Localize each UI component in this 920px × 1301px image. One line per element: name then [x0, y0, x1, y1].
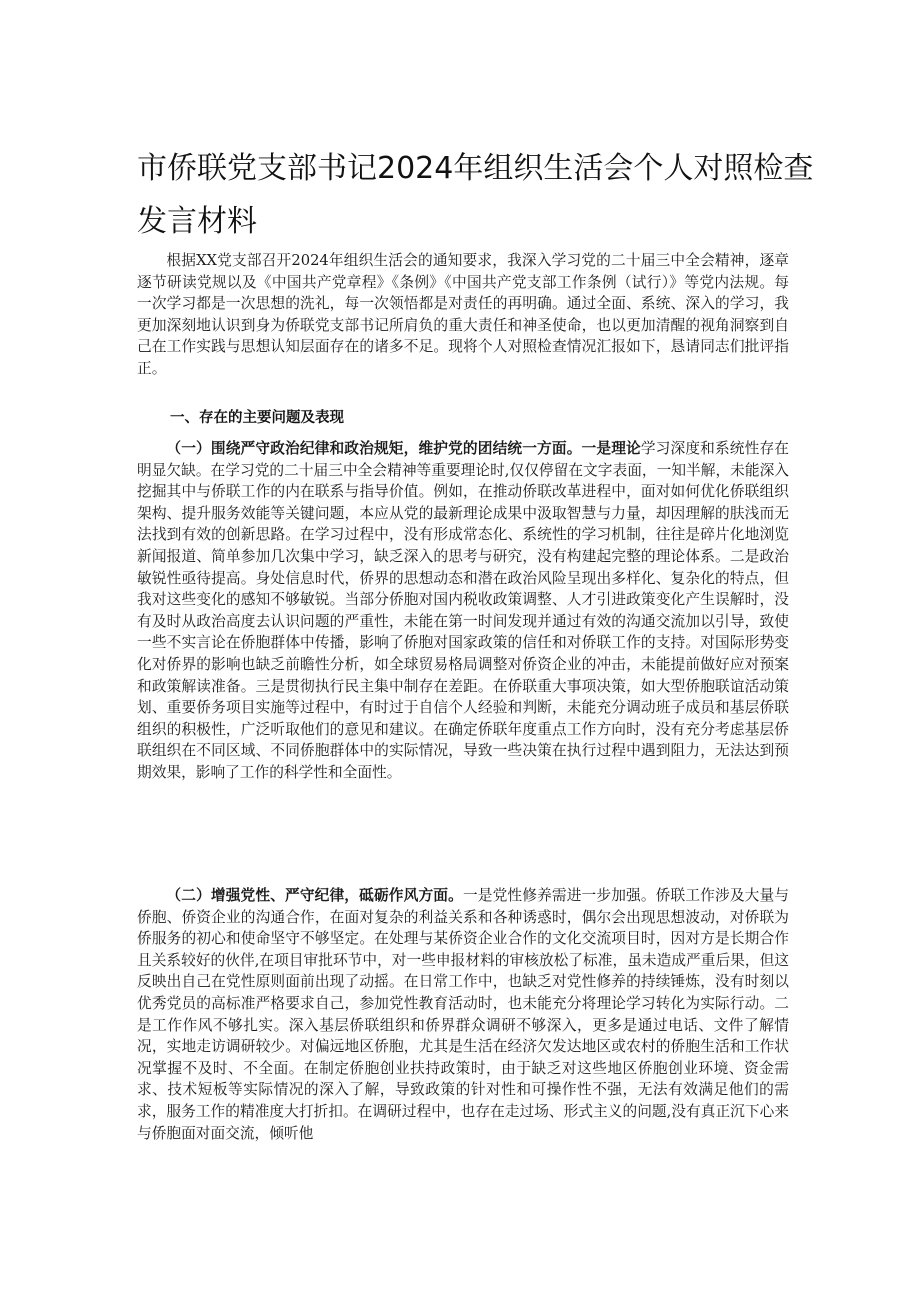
item1-body-text: 学习深度和系统性存在明显欠缺。在学习党的二十届三中全会精神等重要理论时,仅仅停留在文字表面，一知半解，未能深入挖掘其中与侨联工作的内在联系与指导价值。例如，在推动侨联改革进程中，面对如何优化侨联组织架构、提升服务效能等关键问题，本应从党的最新理论成果中汲取智慧与力量，却因理解的肤浅而无法找到有效的创新思路。在学习过程中，没有形成常态化、系统性的学习机制，往往是碎片化地浏览新闻报道、简单参加几次集中学习，缺乏深入的思考与研究，没有构建起完整的理论体系。二是政治敏锐性亟待提高。身处信息时代，侨界的思想动态和潜在政治风险呈现出多样化、复杂化的特点，但我对这些变化的感知不够敏锐。当部分侨胞对国内税收政策调整、人才引进政策变化产生误解时，没有及时从政治高度去认识问题的严重性，未能在第一时间发现并通过有效的沟通交流加以引导，致使一些不实言论在侨胞群体中传播，影响了侨胞对国家政策的信任和对侨联工作的支持。对国际形势变化对侨界的影响也缺乏前瞻性分析，如全球贸易格局调整对侨资企业的冲击，未能提前做好应对预案和政策解读准备。三是贯彻执行民主集中制存在差距。在侨联重大事项决策，如大型侨胞联谊活动策划、重要侨务项目实施等过程中，有时过于自信个人经验和判断，未能充分调动班子成员和基层侨联组织的积极性，广泛听取他们的意见和建议。在确定侨联年度重点工作方向时，没有充分考虑基层侨联组织在不同区域、不同侨胞群体中的实际情况，导致一些决策在执行过程中遇到阻力，无法达到预期效果，影响了工作的科学性和全面性。	[137, 440, 789, 781]
section-heading-main-problems: 一、存在的主要问题及表现	[170, 410, 344, 426]
intro-paragraph: 根据XX党支部召开2024年组织生活会的通知要求，我深入学习党的二十届三中全会精神，逐章逐节研读党规以及《中国共产党章程》《条例》《中国共产党支部工作条例（试行）》等党内法规。每一次学习都是一次思想的洗礼，每一次领悟都是对责任的再明确。通过全面、系统、深入的学习，我更加深刻地认识到身为侨联党支部书记所肩负的重大责任和神圣使命，也以更加清醒的视角洞察到自己在工作实践与思想认知层面存在的诸多不足。现将个人对照检查情况汇报如下，恳请同志们批评指正。	[137, 252, 789, 377]
item2-body-text: 一是党性修养需进一步加强。侨联工作涉及大量与侨胞、侨资企业的沟通合作，在面对复杂的利益关系和各种诱惑时，偶尔会出现思想波动，对侨联为侨服务的初心和使命坚守不够坚定。在处理与某侨资企业合作的文化交流项目时，因对方是长期合作且关系较好的伙伴,在项目审批环节中，对一些申报材料的审核放松了标准，虽未造成严重后果，但这反映出自己在党性原则面前出现了动摇。在日常工作中，也缺乏对党性修养的持续锤炼，没有时刻以优秀党员的高标准严格要求自己，参加党性教育活动时，也未能充分将理论学习转化为实际行动。二是工作作风不够扎实。深入基层侨联组织和侨界群众调研不够深入，更多是通过电话、文件了解情况，实地走访调研较少。对偏远地区侨胞，尤其是生活在经济欠发达地区或农村的侨胞生活和工作状况掌握不及时、不全面。在制定侨胞创业扶持政策时，由于缺乏对这些地区侨胞创业环境、资金需求、技术短板等实际情况的深入了解，导致政策的针对性和可操作性不强，无法有效满足他们的需求，服务工作的精准度大打折扣。在调研过程中，也存在走过场、形式主义的问题,没有真正沉下心来与侨胞面对面交流，倾听他	[137, 887, 789, 1142]
item1-paragraph-block	[137, 438, 789, 784]
item2-paragraph	[137, 885, 789, 1144]
item1-paragraph	[137, 438, 789, 784]
item2-paragraph-block	[137, 885, 789, 1144]
item1-lead-text: （一）围绕严守政治纪律和政治规矩，维护党的团结统一方面。一是理论	[166, 440, 641, 457]
document-title-line-2: 发言材料	[137, 204, 257, 239]
document-title-line-1: 市侨联党支部书记2024年组织生活会个人对照检查	[137, 151, 814, 186]
item2-lead-text: （二）增强党性、严守纪律，砥砺作风方面。	[166, 887, 463, 904]
intro-paragraph-block	[137, 250, 789, 380]
